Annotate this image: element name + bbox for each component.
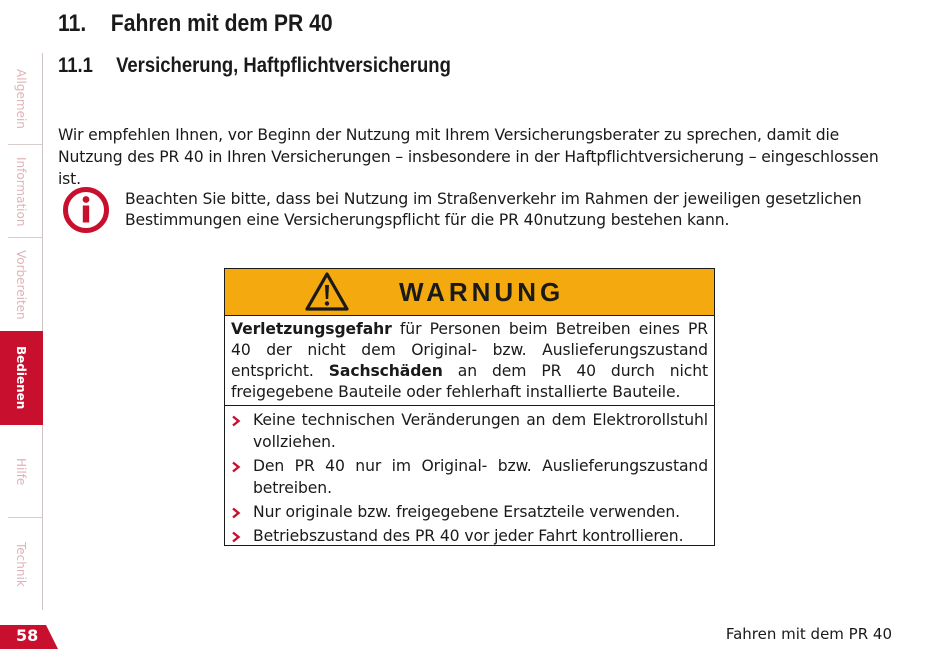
chapter-title: Fahren mit dem PR 40	[110, 10, 333, 37]
warning-description	[225, 316, 714, 406]
chevron-right-icon	[231, 531, 241, 543]
warning-triangle-icon	[304, 271, 350, 312]
section-heading	[58, 54, 451, 78]
intro-paragraph: Wir empfehlen Ihnen, vor Beginn der Nutzung mit Ihrem Versicherungsberater zu sprechen, damit die Nutzung des PR 40 in Ihren Versicherungen – insbesondere in der Haftpflichtversicherung – eingeschlossen ist.	[58, 126, 879, 188]
chapter-number: 11.	[58, 10, 87, 37]
hazard-injury-text: für Personen beim Betreiben eines PR 40 der nicht dem Original- bzw. Auslieferungszustand entspricht.	[231, 320, 708, 380]
section-number: 11.1	[58, 54, 93, 77]
info-note: Beachten Sie bitte, dass bei Nutzung im Straßenverkehr im Rahmen der jeweiligen gesetzlichen Bestimmungen eine Versicherungspflicht für die PR 40nutzung bestehen kann.	[125, 190, 862, 229]
side-tab-information[interactable]: Information	[0, 145, 43, 238]
list-item: Keine technischen Veränderungen an dem Elektrorollstuhl vollziehen.	[231, 409, 708, 453]
list-item: Betriebszustand des PR 40 vor jeder Fahrt kontrollieren.	[231, 525, 708, 547]
side-tab-bedienen[interactable]: Bedienen	[0, 331, 43, 425]
chapter-heading	[58, 10, 333, 38]
list-item: Den PR 40 nur im Original- bzw. Auslieferungszustand betreiben.	[231, 455, 708, 499]
warning-box	[224, 268, 715, 546]
side-tab-allgemein[interactable]: Allgemein	[0, 53, 43, 145]
hazard-damage-text: an dem PR 40 durch nicht freigegebene Bauteile oder fehlerhaft installierte Bauteile.	[231, 362, 709, 401]
hazard-damage-label: Sachschäden	[328, 362, 443, 380]
side-tab-vorbereiten[interactable]: Vorbereiten	[0, 238, 43, 331]
side-tab-technik[interactable]: Technik	[0, 518, 43, 610]
footer-section-title: Fahren mit dem PR 40	[725, 625, 892, 643]
chevron-right-icon	[231, 461, 241, 473]
info-icon	[62, 186, 110, 234]
warning-title: WARNUNG	[399, 277, 565, 307]
section-title: Versicherung, Haftpflichtversicherung	[116, 54, 451, 77]
list-item: Nur originale bzw. freigegebene Ersatzteile verwenden.	[231, 501, 708, 523]
chevron-right-icon	[231, 415, 241, 427]
hazard-injury-label: Verletzungsgefahr	[231, 320, 392, 338]
chevron-right-icon	[231, 507, 241, 519]
warning-instructions	[225, 406, 714, 547]
warning-header	[225, 269, 714, 316]
side-tab-hilfe[interactable]: Hilfe	[0, 425, 43, 518]
page-number: 58	[16, 626, 39, 645]
